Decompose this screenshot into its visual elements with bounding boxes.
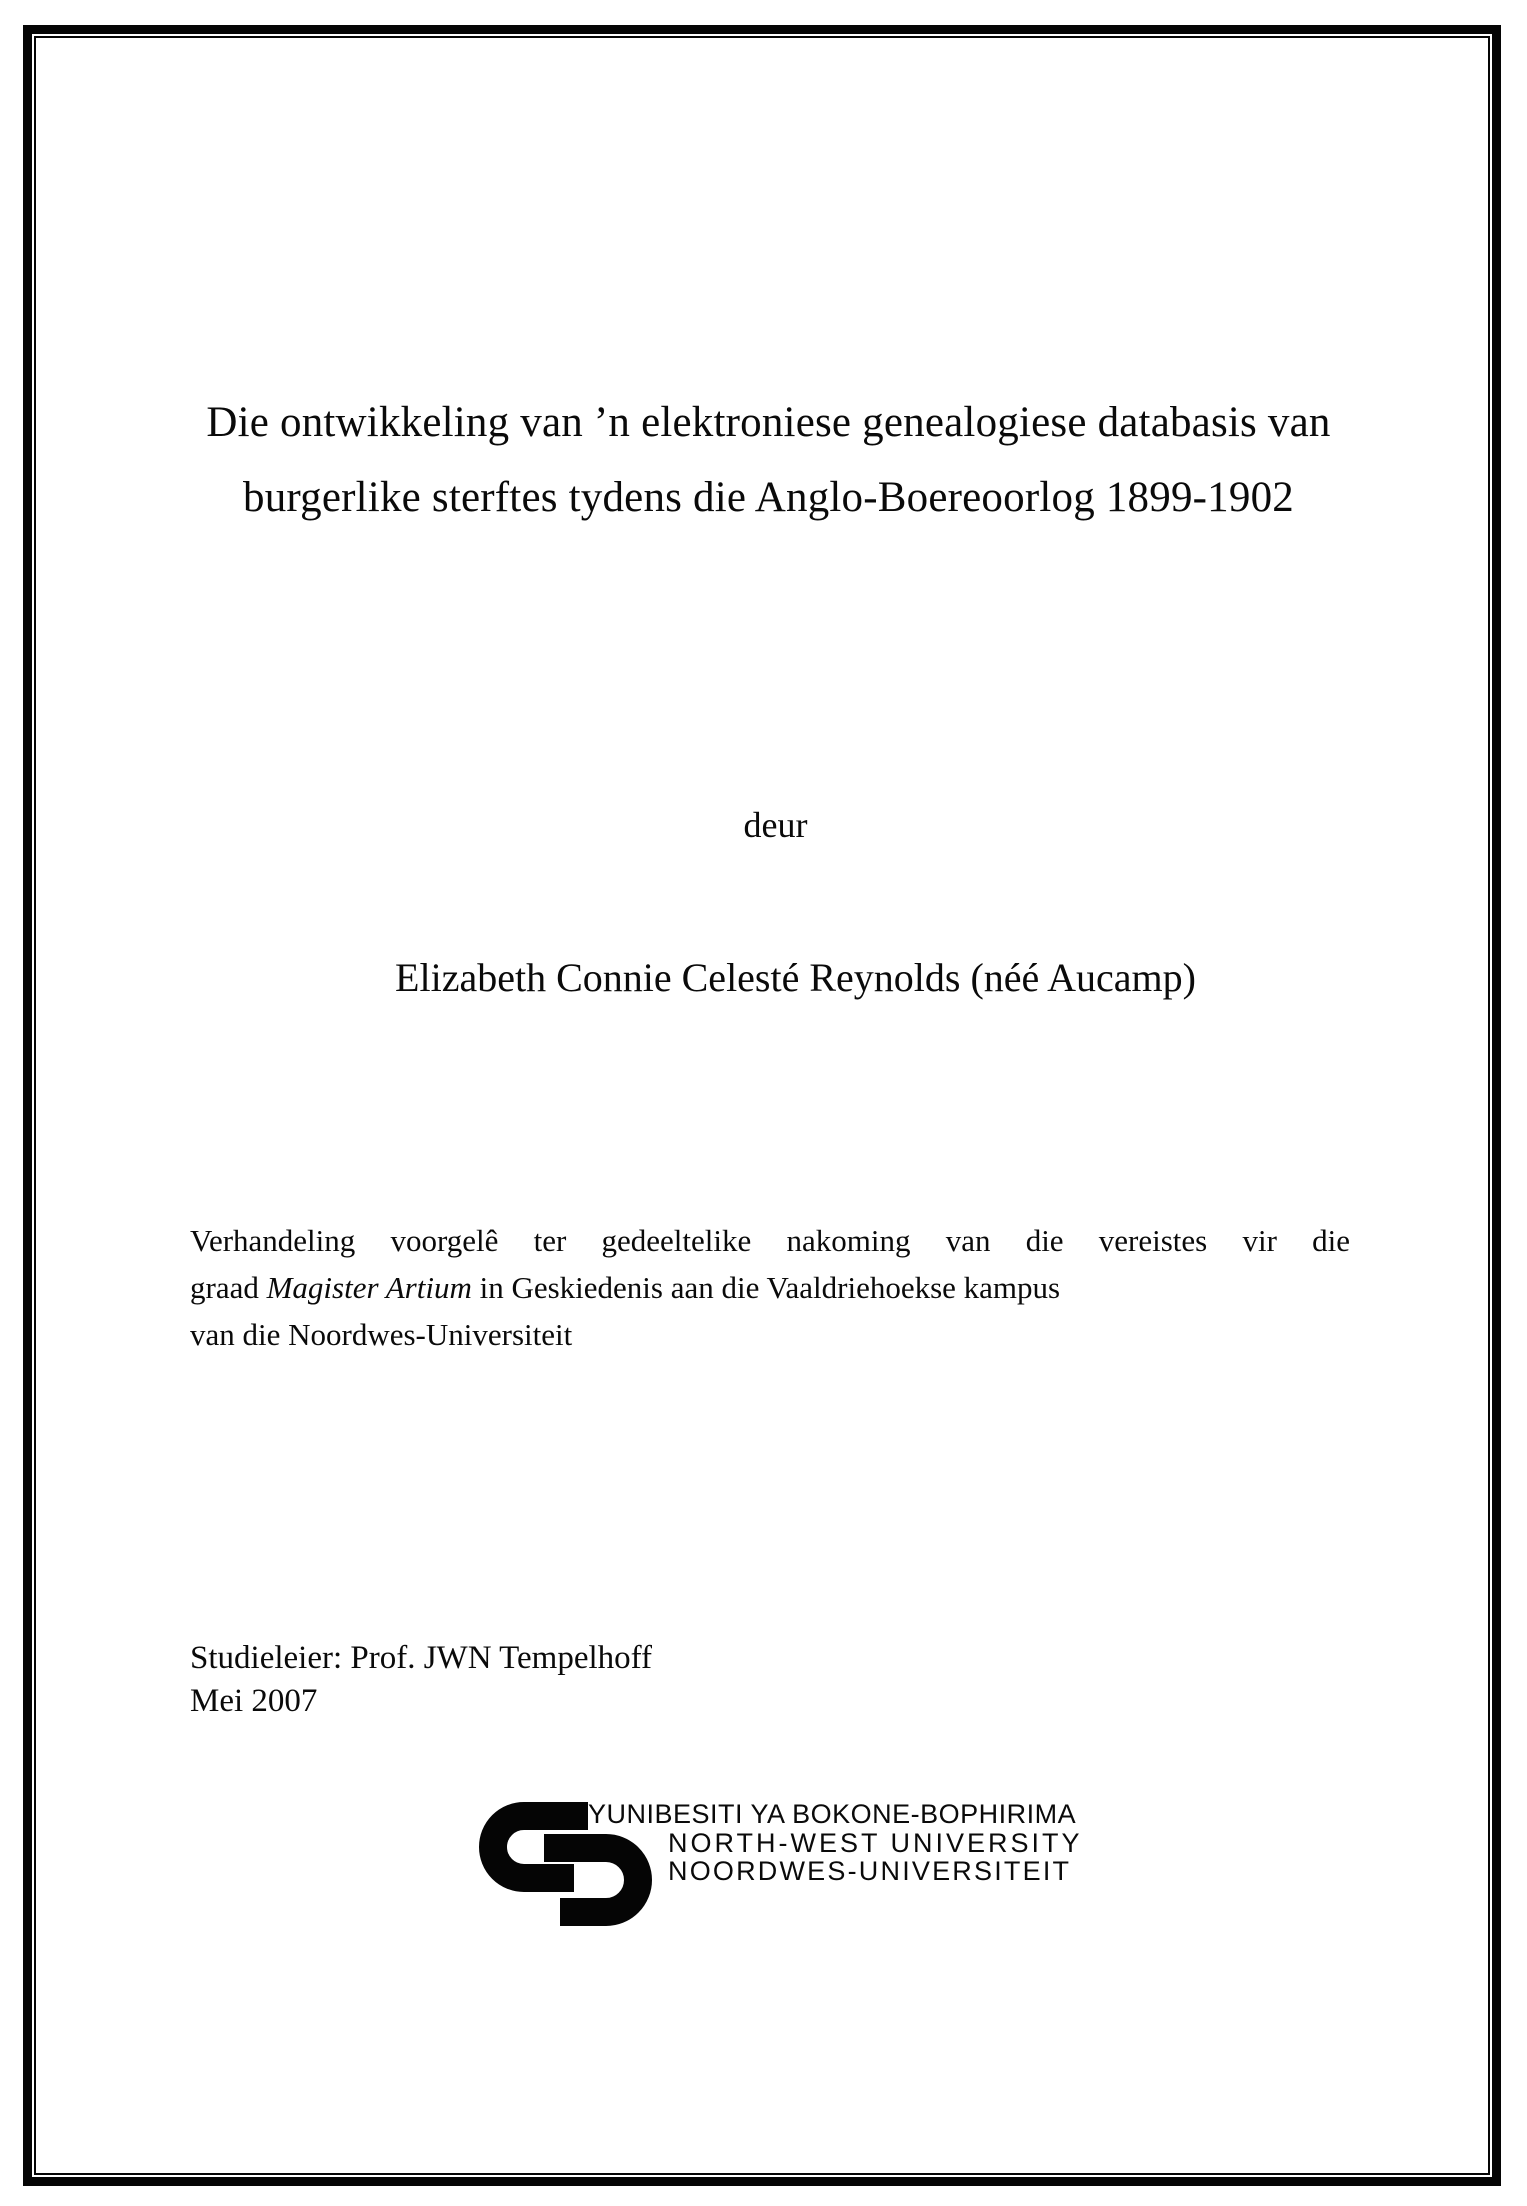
degree-statement-line-2-post: in Geskiedenis aan die Vaaldriehoekse kampus [471,1270,1061,1305]
degree-statement-line-2 [190,1264,1350,1311]
byline-deur: deur [743,805,808,845]
degree-statement [190,1217,1350,1358]
thesis-title [0,385,1527,535]
degree-statement-line-1: Verhandeling voorgelê ter gedeeltelike nakoming van die vereistes vir die [190,1223,1350,1258]
supervisor-line: Studieleier: Prof. JWN Tempelhoff [190,1640,653,1676]
degree-name-italic: Magister Artium [266,1270,472,1305]
thesis-title-line-1: Die ontwikkeling van ’n elektroniese genealogiese databasis van [206,399,1331,446]
date-line: Mei 2007 [190,1683,318,1719]
degree-statement-line-2-pre: graad [190,1270,267,1305]
supervisor-block [190,1637,652,1723]
university-logo [470,1800,1110,1970]
logo-text-afrikaans: NOORDWES-UNIVERSITEIT [668,1856,1072,1886]
logo-text-english: NORTH-WEST UNIVERSITY [668,1828,1083,1858]
thesis-title-line-2: burgerlike sterftes tydens die Anglo-Boereoorlog 1899-1902 [243,474,1294,521]
degree-statement-line-3: van die Noordwes-Universiteit [190,1317,573,1352]
logo-text-setswana: YUNIBESITI YA BOKONE-BOPHIRIMA [588,1799,1077,1829]
author-name: Elizabeth Connie Celesté Reynolds (néé Aucamp) [395,955,1196,1000]
